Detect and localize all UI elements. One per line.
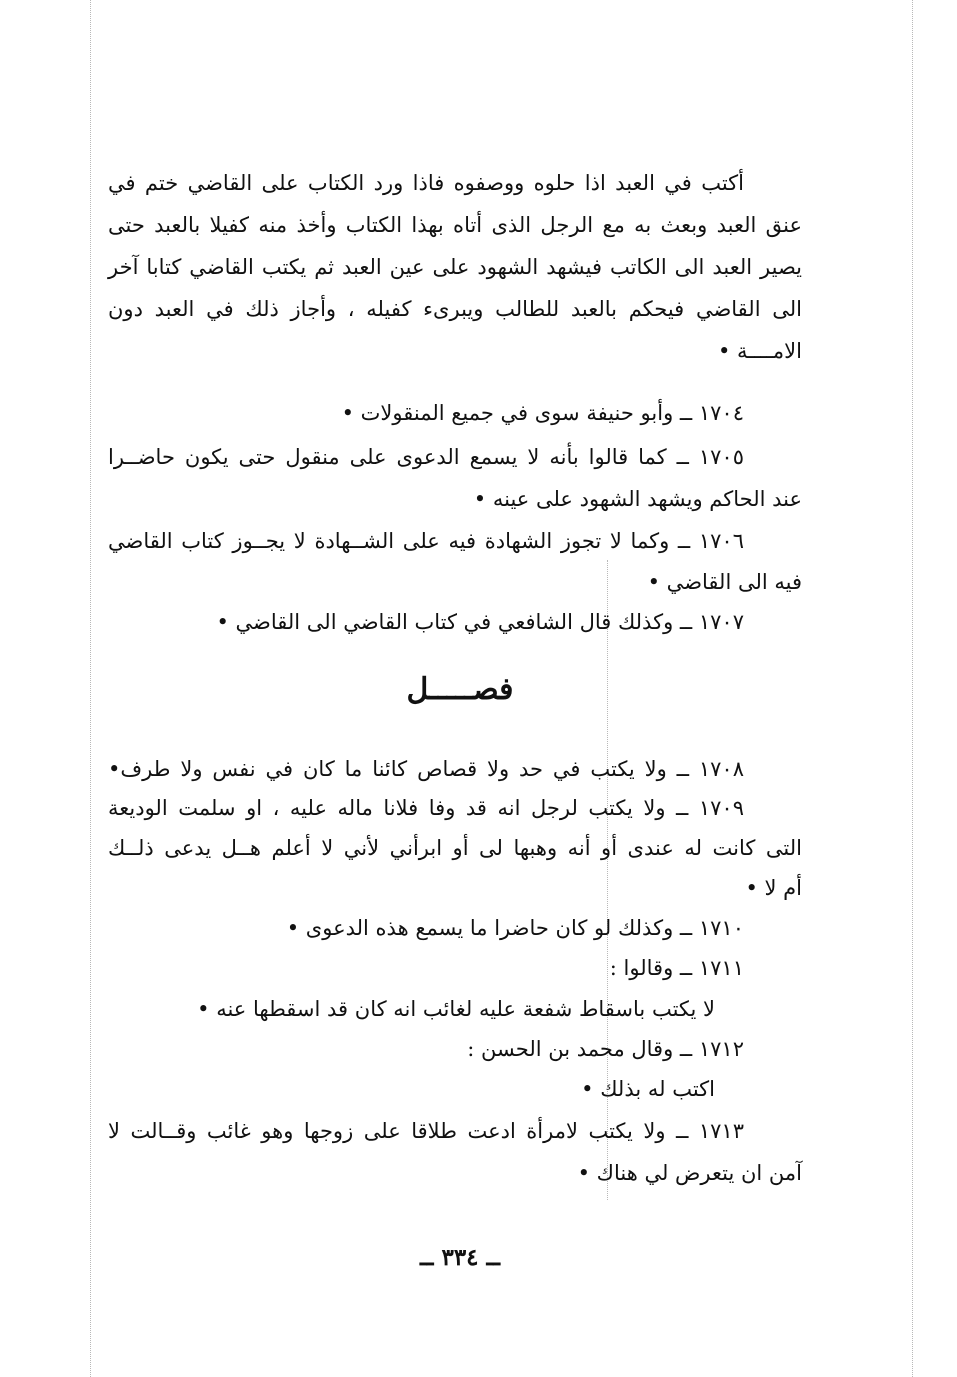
text-line: اكتب له بذلك • (581, 1077, 715, 1101)
numbered-item-1710: ١٧١٠ ــ وكذلك لو كان حاضرا ما يسمع هذه الدعوى • (286, 916, 744, 940)
page-number: ــ ٣٣٤ ــ (419, 1244, 501, 1271)
numbered-item-1706: ١٧٠٦ ــ وكما لا تجوز الشهادة فيه على الشــهادة لا يجــوز كتاب القاضي (108, 529, 744, 553)
text-line: التى كانت له عندى أو أنه وهبها لى أو ابرأني لأني لا أعلم هــل يدعى ذلــك (108, 836, 802, 860)
scan-artifact-line (607, 560, 609, 1200)
text-line: الامــــة • (718, 339, 802, 363)
text-line: فيه الى القاضي • (647, 570, 802, 594)
numbered-item-1713: ١٧١٣ ــ ولا يكتب لامرأة ادعت طلاقا على زوجها وهو غائب وقــالت لا (108, 1119, 744, 1143)
numbered-item-1708: ١٧٠٨ ــ ولا يكتب في حد ولا قصاص كائنا ما كان في نفس ولا طرف• (108, 757, 744, 781)
scan-artifact-line (90, 0, 92, 1377)
text-line: الى القاضي فيحكم بالعبد للطالب ويبرىء كفيله ، وأجاز ذلك في العبد دون (108, 297, 802, 321)
text-line: عنق العبد وبعث به مع الرجل الذى أتاه بهذا الكتاب وأخذ منه كفيلا بالعبد حتى (108, 213, 802, 237)
numbered-item-1704: ١٧٠٤ ــ وأبو حنيفة سوى في جميع المنقولات • (341, 401, 744, 425)
numbered-item-1712: ١٧١٢ ــ وقال محمد بن الحسن : (467, 1037, 744, 1061)
text-line: عند الحاكم ويشهد الشهود على عينه • (473, 487, 802, 511)
numbered-item-1707: ١٧٠٧ ــ وكذلك قال الشافعي في كتاب القاضي الى القاضي • (216, 610, 744, 634)
text-line: آمن ان يتعرض لي هناك • (577, 1161, 802, 1185)
text-line: يصير العبد الى الكاتب فيشهد الشهود على عين العبد ثم يكتب القاضي كتابا آخر (108, 255, 802, 279)
numbered-item-1705: ١٧٠٥ ــ كما قالوا بأنه لا يسمع الدعوى على منقول حتى يكون حاضــرا (108, 445, 744, 469)
text-line: أكتب في العبد اذا حلوه ووصفوه فاذا ورد الكتاب على القاضي ختم في (108, 171, 744, 195)
numbered-item-1709: ١٧٠٩ ــ ولا يكتب لرجل انه قد وفا فلانا ماله عليه ، او سلمت الوديعة (108, 796, 744, 820)
numbered-item-1711: ١٧١١ ــ وقالوا : (609, 956, 744, 980)
text-line: أم لا • (745, 876, 802, 900)
scan-artifact-line (912, 0, 914, 1377)
text-line: لا يكتب باسقاط شفعة عليه لغائب انه كان قد اسقطها عنه • (197, 997, 715, 1021)
section-heading: فصـــــل (406, 672, 514, 707)
